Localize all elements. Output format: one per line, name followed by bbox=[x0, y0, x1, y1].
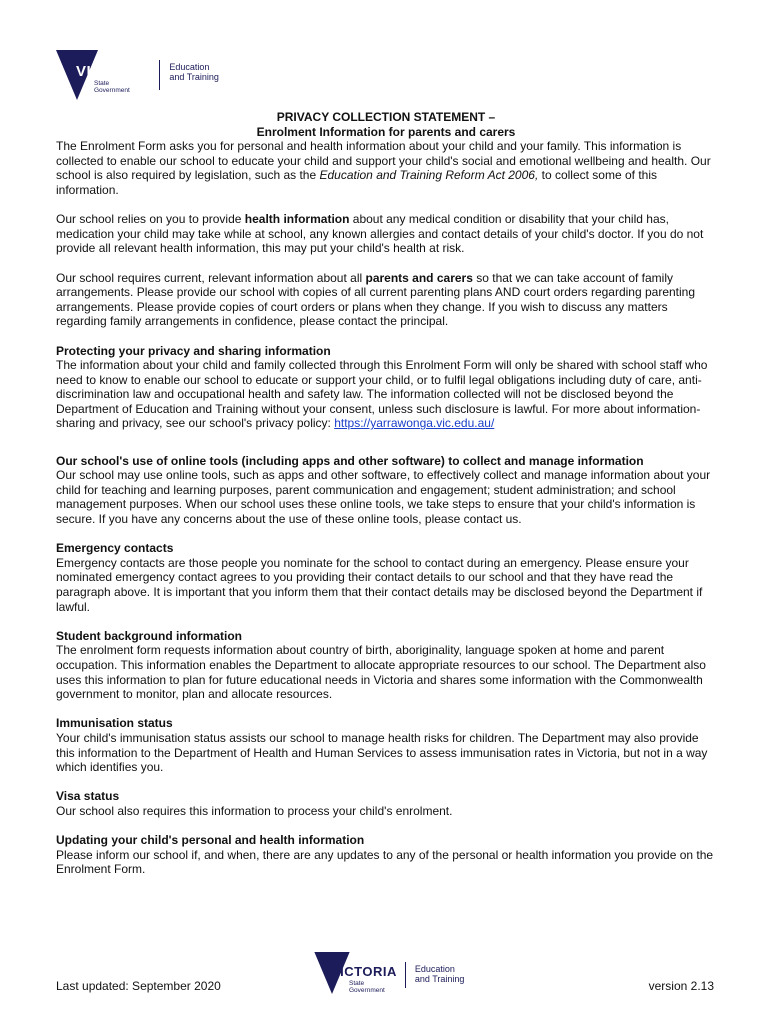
online-tools-heading: Our school's use of online tools (including apps and other software) to collect and manage information bbox=[56, 453, 644, 468]
logo-government-text: Government bbox=[94, 87, 130, 94]
privacy-paragraph bbox=[56, 358, 716, 431]
footer-logo-divider bbox=[405, 962, 406, 988]
footer-logo-government-text: Government bbox=[349, 987, 385, 994]
footer-logo-dept-line1: Education bbox=[414, 964, 455, 974]
health-text: Our school relies on you to provide bbox=[56, 212, 245, 227]
parents-text: Our school requires current, relevant information about all bbox=[56, 270, 366, 285]
title-line1: PRIVACY COLLECTION STATEMENT – bbox=[276, 110, 496, 124]
document-body bbox=[56, 110, 716, 877]
footer-logo-department bbox=[415, 964, 465, 984]
visa-heading: Visa status bbox=[56, 789, 120, 804]
background-paragraph: The enrolment form requests information about country of birth, aboriginality, language spoken at home and parent occupation. This information enables the Department to allocate appropriate resources to our school. The Department also uses this information to plan for future educational needs in Victoria and shares some information with the Commonwealth government to monitor, plan and allocate resources. bbox=[56, 643, 706, 702]
footer-victoria-logo bbox=[311, 952, 464, 994]
logo-divider bbox=[159, 60, 160, 90]
emergency-heading: Emergency contacts bbox=[56, 541, 174, 556]
background-heading: Student background information bbox=[56, 628, 242, 643]
updating-heading: Updating your child's personal and health information bbox=[56, 833, 365, 848]
victoria-wordmark bbox=[76, 64, 151, 94]
title-line2: Enrolment Information for parents and carers bbox=[256, 124, 516, 139]
intro-text-end: to collect some of this information. bbox=[56, 168, 657, 197]
victoria-government-logo bbox=[56, 50, 219, 100]
footer-victoria-wordmark bbox=[331, 964, 397, 994]
intro-text: The Enrolment Form asks you for personal and health information about your child and your family. This information is collected to enable our school to educate your child and support your child's social and emotional wellbeing and health. Our school is also required by legislation, such as the bbox=[56, 139, 711, 183]
immunisation-paragraph: Your child's immunisation status assists our school to manage health risks for children. The Department may also provide this information to the Department of Health and Human Services to assess immunisation rates in Victoria, but not in a way which identifies you. bbox=[56, 730, 708, 775]
parents-paragraph bbox=[56, 271, 716, 329]
footer-last-updated: Last updated: September 2020 bbox=[56, 979, 221, 993]
health-paragraph bbox=[56, 212, 716, 256]
logo-state-text: State bbox=[94, 80, 110, 87]
intro-paragraph bbox=[56, 139, 716, 197]
footer-version: version 2.13 bbox=[648, 979, 714, 993]
logo-dept-line1: Education bbox=[169, 62, 210, 72]
privacy-text: The information about your child and family collected through this Enrolment Form will only be shared with school staff who need to know to enable our school to educate or support your child, or to fulfil legal obligations including duty of care, anti-discrimination law and occupational health and safety law. The information collected will not be disclosed beyond the Department of Education and Training without your consent, unless such disclosure is lawful. For more about information-sharing and privacy, see our school's privacy policy: bbox=[56, 358, 708, 431]
parents-bold: parents and carers bbox=[365, 270, 473, 285]
health-bold: health information bbox=[244, 212, 350, 227]
logo-department bbox=[169, 62, 219, 82]
privacy-policy-link[interactable]: https://yarrawonga.vic.edu.au/ bbox=[334, 416, 495, 431]
online-tools-paragraph: Our school may use online tools, such as apps and other software, to effectively collect and manage information about your child for teaching and learning purposes, parent communication and engagement; student administration; and school management purposes. When our school uses these online tools, we take steps to ensure that your child's information is secure. If you have any concerns about the use of these online tools, please contact us. bbox=[56, 468, 711, 527]
emergency-paragraph: Emergency contacts are those people you nominate for the school to contact during an emergency. Please ensure your nominated emergency contact agrees to you providing their contact details to our school and that they have read the paragraph above. It is important that you inform them that their contact details may be disclosed beyond the Department if lawful. bbox=[56, 555, 703, 614]
intro-act-name: Education and Training Reform Act 2006, bbox=[319, 168, 539, 183]
logo-victoria-text: VICTORIA bbox=[76, 63, 152, 80]
footer-logo-victoria-text: VICTORIA bbox=[331, 964, 397, 979]
logo-dept-line2: and Training bbox=[169, 72, 219, 82]
visa-paragraph: Our school also requires this information to process your child's enrolment. bbox=[56, 803, 453, 818]
immunisation-heading: Immunisation status bbox=[56, 716, 173, 731]
parents-text-end: so that we can take account of family arrangements. Please provide our school with copies of all current parenting plans AND court orders regarding parenting arrangements. Please provide copies of court orders or plans when they change. If you wish to discuss any matters regarding family arrangements in confidence, please contact the principal. bbox=[56, 270, 696, 329]
privacy-heading: Protecting your privacy and sharing information bbox=[56, 343, 331, 358]
footer-logo-state-text: State bbox=[349, 980, 365, 987]
footer-logo-dept-line2: and Training bbox=[414, 974, 465, 984]
updating-paragraph: Please inform our school if, and when, there are any updates to any of the personal or health information you provide on the Enrolment Form. bbox=[56, 847, 714, 877]
health-text-end: about any medical condition or disability that your child has, medication your child may take while at school, any known allergies and contact details of your child's doctor. If you do not provide all relevant health information, this may put your child's health at risk. bbox=[56, 212, 704, 256]
